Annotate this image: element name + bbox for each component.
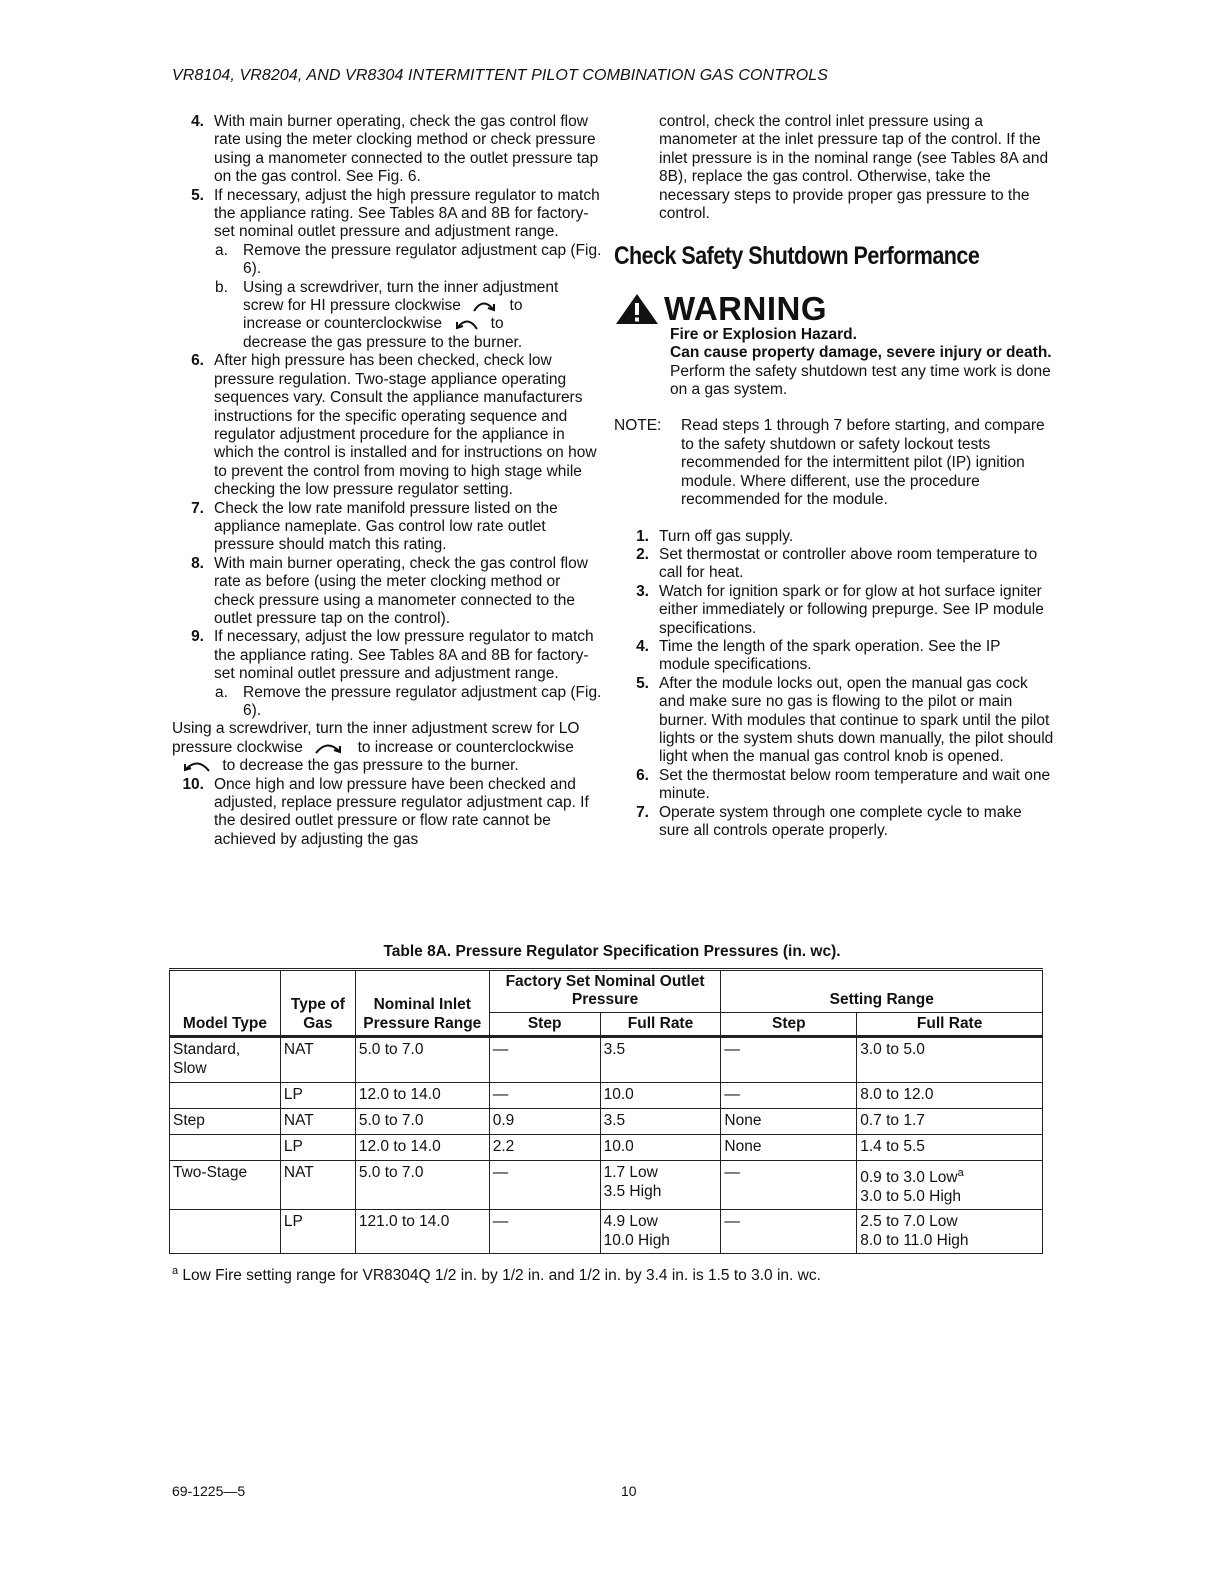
step-text: Time the length of the spark operation. See the IP module specifications. <box>659 637 1001 674</box>
step-text: If necessary, adjust the high pressure regulator to match the appliance rating. See Tables 8A and 8B for factory-set nominal outlet pressure and adjustment range. <box>214 186 600 241</box>
safety-step-5 <box>614 675 1054 767</box>
right-column <box>614 113 1054 840</box>
step-4 <box>172 113 602 187</box>
counterclockwise-arrow-icon <box>452 317 480 331</box>
counterclockwise-arrow-icon <box>178 759 212 773</box>
column-header: Setting Range <box>721 970 1043 1013</box>
cell-line: 3.5 High <box>603 1182 662 1200</box>
warning-body <box>614 326 1054 400</box>
table-cell: 10.0 <box>600 1083 721 1109</box>
step-text: Watch for ignition spark or for glow at hot surface igniter either immediately or following prepurge. See IP module specifications. <box>659 582 1044 637</box>
table-cell: — <box>489 1083 600 1109</box>
column-header: Type of Gas <box>280 970 355 1037</box>
table-cell: Step <box>170 1109 281 1135</box>
safety-step-7 <box>614 804 1054 841</box>
substep-9a <box>172 684 602 721</box>
table-cell: 2.2 <box>489 1135 600 1161</box>
note-text: Read steps 1 through 7 before starting, and compare to the safety shutdown or safety lockout tests recommended for the intermittent pilot (IP) ignition module. Where different, use the procedure recommended for the module. <box>681 417 1045 509</box>
step-text: Set the thermostat below room temperature and wait one minute. <box>659 766 1051 803</box>
table-cell: — <box>489 1161 600 1210</box>
text-fragment: to decrease the gas pressure to the burner. <box>222 757 519 775</box>
step-text: Check the low rate manifold pressure listed on the appliance nameplate. Gas control low rate outlet pressure should match this rating. <box>214 499 558 554</box>
table-cell: 0.7 to 1.7 <box>857 1109 1043 1135</box>
table-row <box>170 1037 1043 1083</box>
note <box>614 417 1054 509</box>
cell-line: 2.5 to 7.0 Low <box>860 1213 958 1231</box>
footnote-marker: a <box>172 1265 179 1277</box>
table-cell: NAT <box>280 1109 355 1135</box>
cell-line: 10.0 High <box>603 1231 670 1249</box>
safety-step-3 <box>614 583 1054 638</box>
table-cell: NAT <box>280 1161 355 1210</box>
cell-line: 8.0 to 11.0 High <box>860 1231 969 1249</box>
table-cell: 5.0 to 7.0 <box>355 1109 489 1135</box>
step-10 <box>172 776 602 850</box>
step-text: With main burner operating, check the gas control flow rate using the meter clocking method or check pressure using a manometer connected to the outlet pressure tap on the gas control. See Fig. 6. <box>214 113 599 186</box>
table-cell: 0.9 <box>489 1109 600 1135</box>
step-number: 7. <box>636 803 649 821</box>
table-cell: 121.0 to 14.0 <box>355 1210 489 1254</box>
step-text: Operate system through one complete cycle to make sure all controls operate properly. <box>659 803 1022 839</box>
substep-text <box>243 279 602 353</box>
safety-step-6 <box>614 767 1054 804</box>
substep-letter: a. <box>215 241 228 259</box>
note-label: NOTE: <box>614 417 662 435</box>
step-number: 5. <box>636 674 649 692</box>
column-header: Full Rate <box>857 1012 1043 1036</box>
table-cell: 8.0 to 12.0 <box>857 1083 1043 1109</box>
warning-consequence: Can cause property damage, severe injury or death. <box>670 344 1052 362</box>
table-cell: 3.0 to 5.0 <box>857 1037 1043 1083</box>
table-cell: 3.5 <box>600 1109 721 1135</box>
table-caption: Table 8A. Pressure Regulator Specification Pressures (in. wc). <box>383 943 841 960</box>
table-cell: None <box>721 1135 857 1161</box>
footnote-marker: a <box>957 1167 964 1180</box>
step-number: 1. <box>636 527 649 545</box>
step-number: 2. <box>636 545 649 563</box>
step-number: 6. <box>636 766 649 784</box>
step-text: With main burner operating, check the gas control flow rate as before (using the meter clocking method or check pressure using a manometer connected to the outlet pressure tap on the control). <box>214 554 588 627</box>
step-number: 5. <box>191 186 204 204</box>
table-cell: Standard, Slow <box>170 1037 281 1083</box>
step-number: 4. <box>191 113 204 130</box>
table-row <box>170 1135 1043 1161</box>
column-header: Factory Set Nominal Outlet Pressure <box>489 970 721 1013</box>
column-header: Nominal Inlet Pressure Range <box>355 970 489 1037</box>
step-text: Set thermostat or controller above room temperature to call for heat. <box>659 545 1038 582</box>
substep-text: Remove the pressure regulator adjustment cap (Fig. 6). <box>243 683 602 719</box>
clockwise-arrow-icon <box>313 741 347 755</box>
table-cell: 5.0 to 7.0 <box>355 1161 489 1210</box>
table-header-row <box>170 970 1043 1013</box>
text-fragment: decrease the gas pressure to the burner. <box>243 333 523 351</box>
safety-step-1 <box>614 528 1054 546</box>
table-cell: — <box>489 1037 600 1083</box>
step-number: 7. <box>191 499 204 517</box>
step-5 <box>172 187 602 242</box>
table-cell: LP <box>280 1083 355 1109</box>
safety-step-4 <box>614 638 1054 675</box>
lo-pressure-paragraph <box>172 720 602 775</box>
text-fragment: Using a screwdriver, turn the inner adjustment screw for HI pressure clockwise <box>243 278 559 315</box>
cell-line: 3.0 to 5.0 High <box>860 1187 962 1205</box>
table-cell: 3.5 <box>600 1037 721 1083</box>
substep-letter: b. <box>215 278 228 296</box>
substep-5b <box>172 279 602 353</box>
continued-text: control, check the control inlet pressure using a manometer at the inlet pressure tap of the control. If the inlet pressure is in the nominal range (see Tables 8A and 8B), replace the gas control. Otherwise, take the necessary steps to provide proper gas pressure to the control. <box>659 113 1049 223</box>
step-text: If necessary, adjust the low pressure regulator to match the appliance rating. See Tables 8A and 8B for factory-set nominal outlet pressure and adjustment range. <box>214 628 594 683</box>
cell-text: 0.9 to 3.0 Low <box>860 1169 958 1187</box>
text-fragment: Using a screwdriver, turn the inner adjustment screw for LO pressure clockwise <box>172 720 580 756</box>
page-header: VR8104, VR8204, AND VR8304 INTERMITTENT PILOT COMBINATION GAS CONTROLS <box>172 67 829 84</box>
table-cell: 1.4 to 5.5 <box>857 1135 1043 1161</box>
table-cell: — <box>721 1037 857 1083</box>
section-heading: Check Safety Shutdown Performance <box>614 242 980 271</box>
step-number: 10. <box>182 775 204 793</box>
step-text: After high pressure has been checked, check low pressure regulation. Two-stage appliance operating sequences vary. Consult the appliance manufacturers instructions for the specific operating sequence and regulator adjustment procedure for the appliance in which the control is installed and for instructions on how to prevent the control from moving to high stage while checking the low pressure regulator setting. <box>214 352 597 499</box>
safety-step-2 <box>614 546 1054 583</box>
step-text: Once high and low pressure have been checked and adjusted, replace pressure regulator adjustment cap. If the desired outlet pressure or flow rate cannot be achieved by adjusting the gas <box>214 775 589 848</box>
table-cell <box>170 1210 281 1254</box>
table-cell: 12.0 to 14.0 <box>355 1135 489 1161</box>
text-fragment: increase or counterclockwise <box>243 315 443 333</box>
table-row <box>170 1161 1043 1210</box>
table-row <box>170 1083 1043 1109</box>
table-cell: NAT <box>280 1037 355 1083</box>
text-fragment: to <box>490 315 504 333</box>
table-footnote <box>172 1265 821 1285</box>
step-number: 9. <box>191 628 204 646</box>
column-header: Step <box>489 1012 600 1036</box>
table-row <box>170 1210 1043 1254</box>
step-6 <box>172 352 602 499</box>
step-text: Turn off gas supply. <box>659 527 794 545</box>
table-cell: LP <box>280 1135 355 1161</box>
table-cell: — <box>721 1161 857 1210</box>
step-number: 4. <box>636 637 649 655</box>
step-number: 8. <box>191 554 204 572</box>
cell-line: 1.7 Low <box>603 1164 658 1182</box>
warning-instruction: Perform the safety shutdown test any time work is done on a gas system. <box>670 362 1051 399</box>
table-cell <box>170 1135 281 1161</box>
table-cell: 10.0 <box>600 1135 721 1161</box>
document-number: 69-1225—5 <box>172 1483 246 1499</box>
text-fragment: counterclockwise <box>455 738 574 756</box>
table-cell: — <box>489 1210 600 1254</box>
table-cell: — <box>721 1083 857 1109</box>
warning-label: WARNING <box>664 289 827 327</box>
text-fragment: to <box>509 297 523 315</box>
step-7 <box>172 500 602 555</box>
table-cell: LP <box>280 1210 355 1254</box>
table-cell: None <box>721 1109 857 1135</box>
step-number: 3. <box>636 582 649 600</box>
table-cell <box>600 1210 721 1254</box>
warning-hazard: Fire or Explosion Hazard. <box>670 325 857 343</box>
step-number: 6. <box>191 352 204 370</box>
cell-line <box>860 1164 1039 1188</box>
table-cell <box>857 1161 1043 1210</box>
column-header: Model Type <box>170 970 281 1037</box>
step-9 <box>172 628 602 683</box>
step-8 <box>172 555 602 629</box>
pressure-spec-table <box>169 968 1043 1254</box>
left-column <box>172 113 602 849</box>
table-cell <box>600 1161 721 1210</box>
substep-letter: a. <box>215 683 228 701</box>
footnote-text: Low Fire setting range for VR8304Q 1/2 in. by 1/2 in. and 1/2 in. by 3.4 in. is 1.5 to 3.0 in. wc. <box>178 1267 821 1285</box>
table-cell <box>170 1083 281 1109</box>
column-header: Step <box>721 1012 857 1036</box>
step-text: After the module locks out, open the manual gas cock and make sure no gas is flowing to the pilot or main burner. With modules that continue to spark until the pilot lights or the system shuts down manually, the pilot should light when the manual gas control knob is opened. <box>659 674 1054 766</box>
warning-triangle-icon <box>614 292 660 326</box>
clockwise-arrow-icon <box>471 299 499 313</box>
table-cell: Two-Stage <box>170 1161 281 1210</box>
table-cell: — <box>721 1210 857 1254</box>
column-header: Full Rate <box>600 1012 721 1036</box>
table-cell: 12.0 to 14.0 <box>355 1083 489 1109</box>
table-row <box>170 1109 1043 1135</box>
table-cell: 5.0 to 7.0 <box>355 1037 489 1083</box>
cell-line: 4.9 Low <box>603 1213 658 1231</box>
warning-title <box>614 289 1054 327</box>
substep-text: Remove the pressure regulator adjustment cap (Fig. 6). <box>243 241 602 278</box>
table-cell <box>857 1210 1043 1254</box>
page-number: 10 <box>621 1483 637 1499</box>
text-fragment: to increase or <box>357 738 452 756</box>
substep-5a <box>172 242 602 279</box>
